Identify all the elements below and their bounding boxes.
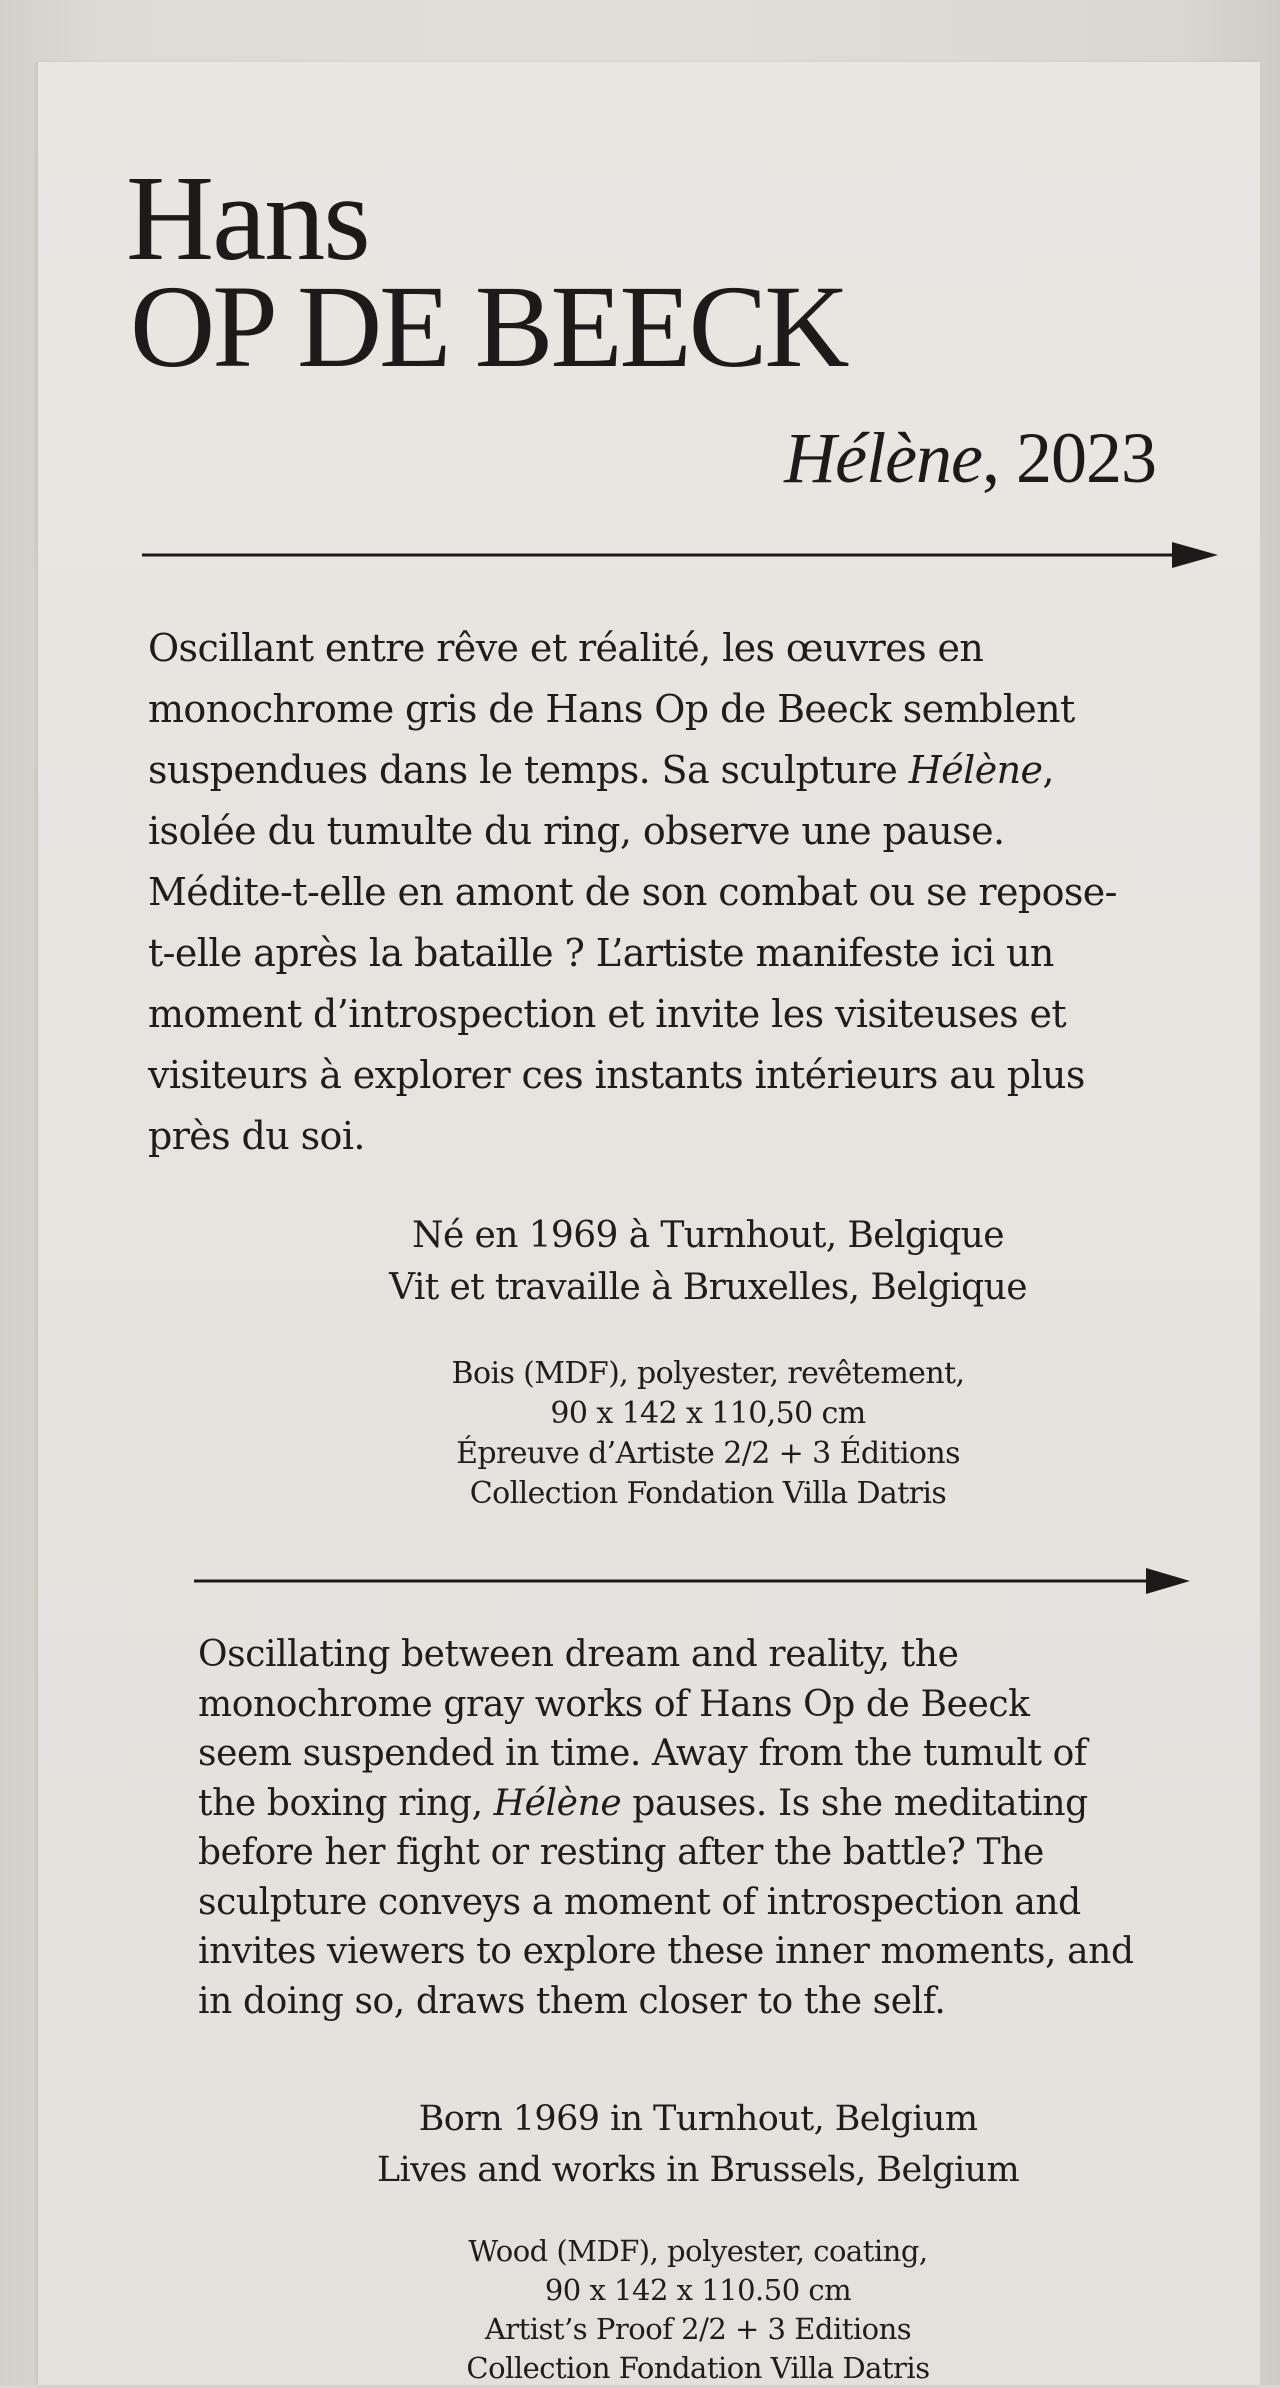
lives-french: Vit et travaille à Bruxelles, Belgique [389, 1267, 1027, 1308]
text-segment: suspendues dans le temps. Sa sculpture [148, 748, 909, 792]
text-line [198, 1680, 1208, 1730]
text-segment: monochrome gris de Hans Op de Beeck semblent [148, 687, 1075, 731]
artist-last-name: OP DE BEECK [130, 261, 847, 392]
work-details-english [188, 2232, 1208, 2388]
text-segment: Oscillant entre rêve et réalité, les œuvres en [148, 626, 984, 670]
work-title: Hélène [784, 418, 982, 498]
collection-french: Collection Fondation Villa Datris [469, 1476, 947, 1511]
text-segment: sculpture conveys a moment of introspection and [198, 1881, 1081, 1923]
text-segment: invites viewers to explore these inner moments, and [198, 1931, 1134, 1972]
collection-english: Collection Fondation Villa Datris [466, 2351, 930, 2385]
text-segment: Oscillating between dream and reality, the [198, 1634, 959, 1675]
text-line [148, 923, 1218, 984]
text-segment: seem suspended in time. Away from the tumult of [198, 1733, 1087, 1774]
text-segment: t-elle après la bataille ? L’artiste manifeste ici un [148, 931, 1054, 975]
text-segment: Médite-t-elle en amont de son combat ou se repose- [148, 870, 1117, 914]
text-line [198, 1729, 1208, 1779]
text-line [198, 1878, 1208, 1928]
edition-english: Artist’s Proof 2/2 + 3 Editions [484, 2312, 912, 2346]
work-title-line [784, 418, 1156, 498]
text-line [198, 1977, 1208, 2027]
text-segment: monochrome gray works of Hans Op de Beeck [198, 1683, 1030, 1725]
dimensions-english: 90 x 142 x 110.50 cm [544, 2273, 852, 2307]
arrow-right-icon [142, 538, 1218, 572]
work-title-mention: Hélène [493, 1782, 622, 1824]
lives-english: Lives and works in Brussels, Belgium [376, 2150, 1020, 2190]
text-segment: pauses. Is she meditating [621, 1782, 1088, 1824]
text-segment: , [1042, 748, 1054, 792]
text-segment: isolée du tumulte du ring, observe une pause. [148, 809, 1005, 853]
text-segment: before her fight or resting after the battle? The [198, 1832, 1044, 1873]
text-segment: the boxing ring, [198, 1782, 494, 1824]
born-english: Born 1969 in Turnhout, Belgium [418, 2099, 978, 2139]
work-year: , 2023 [982, 418, 1156, 498]
description-french [148, 618, 1218, 1167]
text-line [198, 1927, 1208, 1977]
text-line [148, 618, 1218, 679]
text-line [198, 1630, 1208, 1680]
born-french: Né en 1969 à Turnhout, Belgique [412, 1215, 1004, 1256]
materials-english: Wood (MDF), polyester, coating, [468, 2234, 928, 2268]
materials-french: Bois (MDF), polyester, revêtement, [451, 1356, 965, 1391]
wall-label-panel [38, 62, 1260, 2385]
artist-bio-french [188, 1210, 1228, 1314]
text-segment: in doing so, draws them closer to the self. [198, 1980, 946, 2022]
text-line [148, 984, 1218, 1045]
text-line [148, 801, 1218, 862]
text-line [148, 679, 1218, 740]
text-line [148, 1106, 1218, 1167]
text-line [148, 862, 1218, 923]
text-segment: près du soi. [148, 1114, 365, 1158]
edition-french: Épreuve d’Artiste 2/2 + 3 Éditions [456, 1436, 960, 1471]
text-line [148, 1045, 1218, 1106]
text-line [198, 1828, 1208, 1878]
text-segment: visiteurs à explorer ces instants intérieurs au plus [148, 1053, 1085, 1097]
dimensions-french: 90 x 142 x 110,50 cm [550, 1396, 866, 1431]
work-title-mention: Hélène [908, 748, 1043, 792]
arrow-right-icon [194, 1564, 1190, 1598]
text-segment: moment d’introspection et invite les visiteuses et [148, 992, 1067, 1036]
description-english [198, 1630, 1208, 2026]
artist-first-name: Hans [126, 151, 369, 286]
artist-bio-english [188, 2094, 1208, 2196]
text-line [198, 1779, 1208, 1829]
text-line [148, 740, 1218, 801]
work-details-french [188, 1354, 1228, 1514]
